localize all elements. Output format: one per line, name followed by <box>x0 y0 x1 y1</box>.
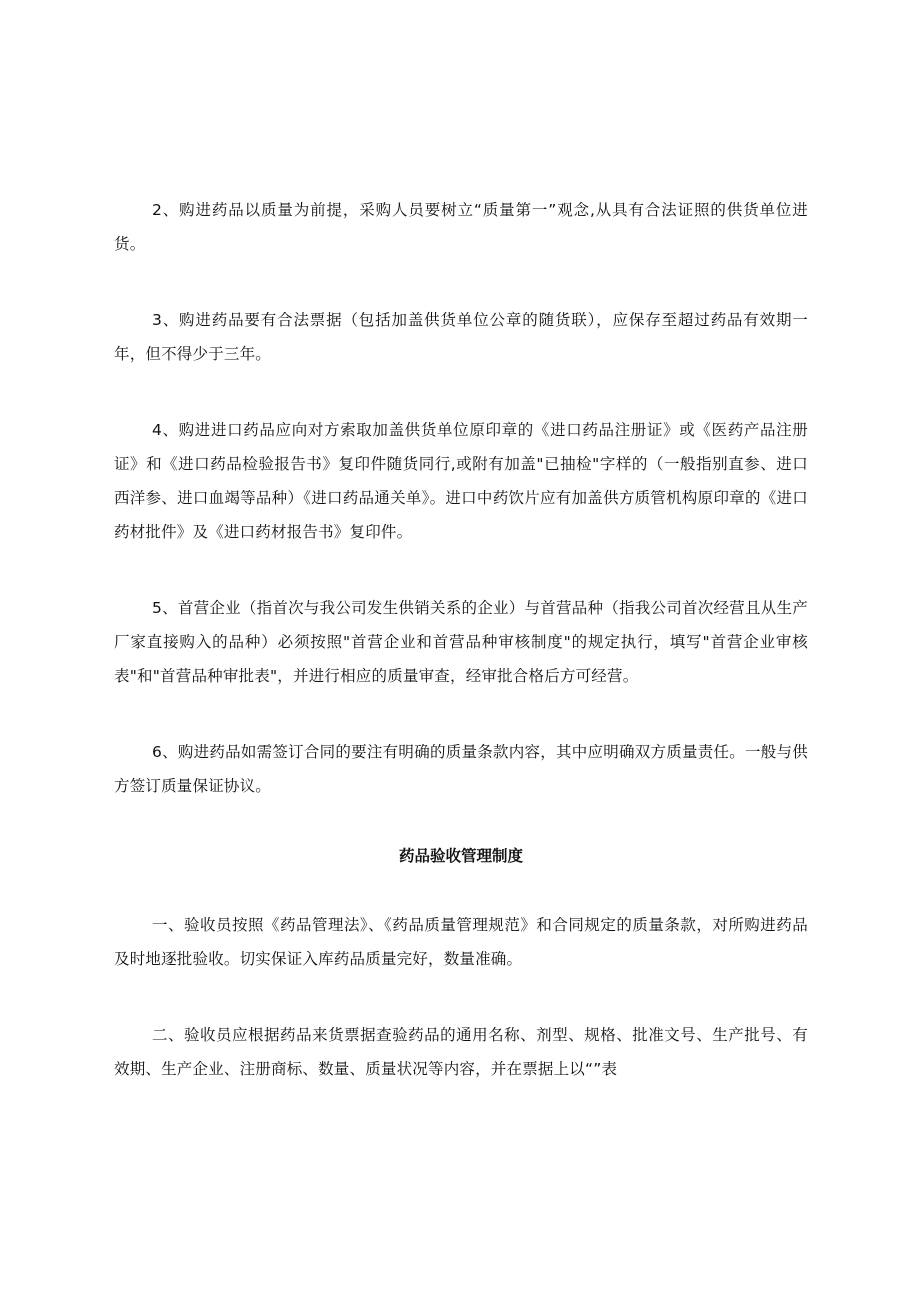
paragraph-item-3: 3、购进药品要有合法票据（包括加盖供货单位公章的随货联），应保存至超过药品有效期一年，但不得少于三年。 <box>114 311 808 363</box>
document-page <box>114 193 808 1086</box>
paragraph-item-6: 6、购进药品如需签订合同的要注有明确的质量条款内容，其中应明确双方质量责任。一般与供方签订质量保证协议。 <box>114 743 808 795</box>
paragraph-item-5: 5、首营企业（指首次与我公司发生供销关系的企业）与首营品种（指我公司首次经营且从生产厂家直接购入的品种）必须按照"首营企业和首营品种审核制度"的规定执行，填写"首营企业审核表"和"首营品种审批表"，并进行相应的质量审查，经审批合格后方可经营。 <box>114 599 808 685</box>
paragraph-acceptance-2: 二、验收员应根据药品来货票据查验药品的通用名称、剂型、规格、批准文号、生产批号、有效期、生产企业、注册商标、数量、质量状况等内容，并在票据上以“”表 <box>114 1026 808 1078</box>
paragraph-item-2: 2、购进药品以质量为前提，采购人员要树立“质量第一”观念,从具有合法证照的供货单位进货。 <box>114 201 808 253</box>
section-title: 药品验收管理制度 <box>398 847 523 865</box>
paragraph-acceptance-1: 一、验收员按照《药品管理法》、《药品质量管理规范》和合同规定的质量条款，对所购进药品及时地逐批验收。切实保证入库药品质量完好，数量准确。 <box>114 916 808 968</box>
paragraph-item-4: 4、购进进口药品应向对方索取加盖供货单位原印章的《进口药品注册证》或《医药产品注册证》和《进口药品检验报告书》复印件随货同行,或附有加盖"已抽检"字样的（一般指别直参、进口西洋参、进口血竭等品种）《进口药品通关单》。进口中药饮片应有加盖供方质管机构原印章的《进口药材批件》及《进口药材报告书》复印件。 <box>114 421 808 541</box>
